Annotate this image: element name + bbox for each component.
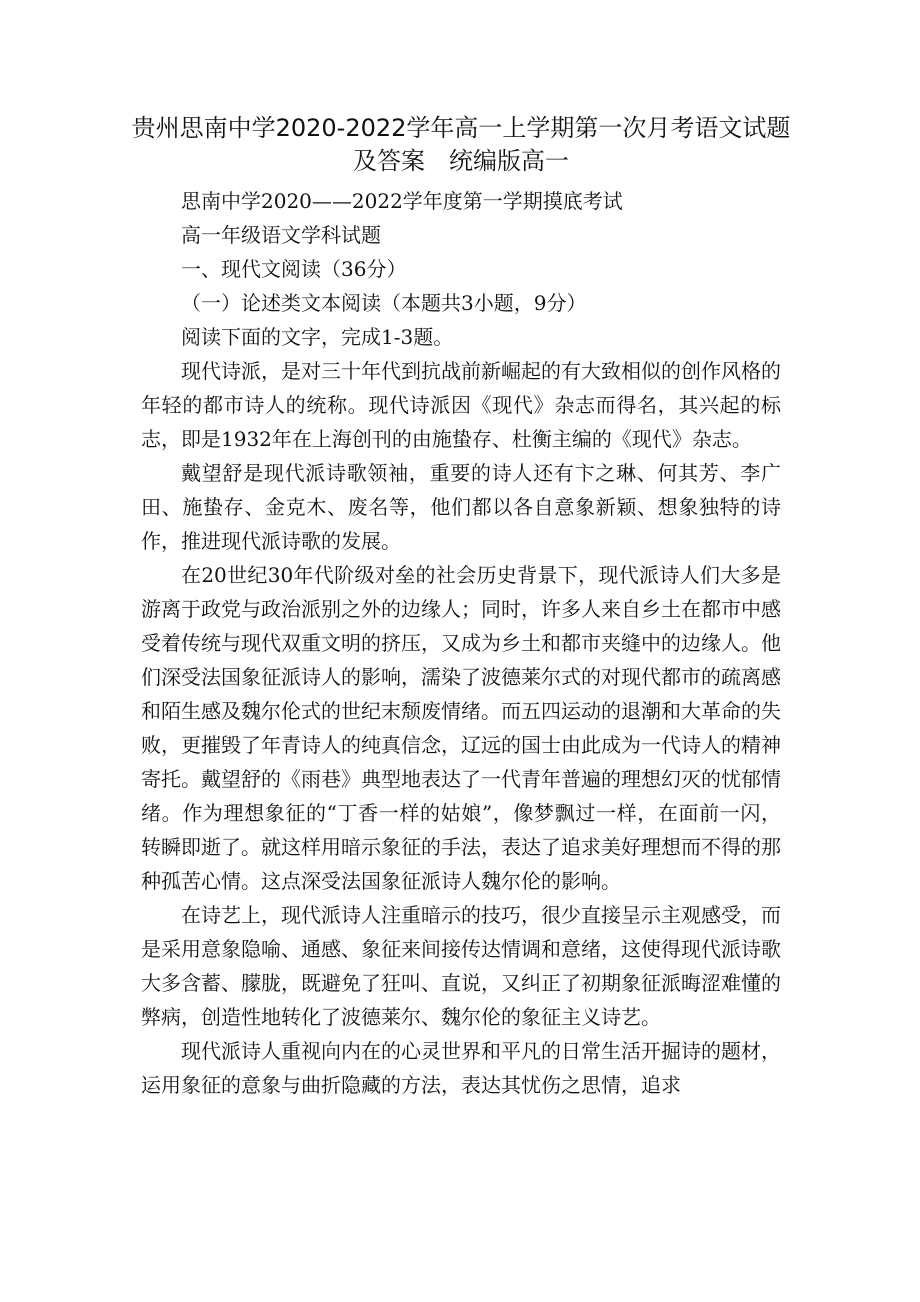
subsection-heading: （一）论述类文本阅读（本题共3小题，9分） bbox=[181, 291, 587, 315]
document-title bbox=[121, 112, 801, 178]
passage-paragraph-5: 现代派诗人重视向内在的心灵世界和平凡的日常生活开掘诗的题材，运用象征的意象与曲折隐藏的方法，表达其忧伤之思情，追求 bbox=[141, 1039, 781, 1097]
title-line-2: 及答案 统编版高一 bbox=[353, 147, 569, 175]
passage-paragraph-3: 在20世纪30年代阶级对垒的社会历史背景下，现代派诗人们大多是游离于政党与政治派别之外的边缘人；同时，许多人来自乡土在都市中感受着传统与现代双重文明的挤压，又成为乡土和都市夹缝中的边缘人。他们深受法国象征派诗人的影响，濡染了波德莱尔式的对现代都市的疏离感和陌生感及魏尔伦式的世纪末颓废情绪。而五四运动的退潮和大革命的失败，更摧毁了年青诗人的纯真信念，辽远的国士由此成为一代诗人的精神寄托。戴望舒的《雨巷》典型地表达了一代青年普遍的理想幻灭的忧郁情绪。作为理想象征的“丁香一样的姑娘”，像梦飘过一样，在面前一闪，转瞬即逝了。就这样用暗示象征的手法，表达了追求美好理想而不得的那种孤苦心情。这点深受法国象征派诗人魏尔伦的影响。 bbox=[141, 563, 781, 893]
exam-name: 思南中学2020——2022学年度第一学期摸底考试 bbox=[181, 189, 623, 213]
document-page bbox=[131, 112, 791, 1102]
exam-subject: 高一年级语文学科试题 bbox=[181, 223, 381, 247]
section-heading: 一、现代文阅读（36分） bbox=[181, 257, 407, 281]
passage-paragraph-1: 现代诗派，是对三十年代到抗战前新崛起的有大致相似的创作风格的年轻的都市诗人的统称。现代诗派因《现代》杂志而得名，其兴起的标志，即是1932年在上海创刊的由施蛰存、杜衡主编的《现代》杂志。 bbox=[141, 359, 781, 451]
title-line-1: 贵州思南中学2020-2022学年高一上学期第一次月考语文试题 bbox=[131, 114, 791, 142]
passage-paragraph-2: 戴望舒是现代派诗歌领袖，重要的诗人还有卞之琳、何其芳、李广田、施蛰存、金克木、废名等，他们都以各自意象新颖、想象独特的诗作，推进现代派诗歌的发展。 bbox=[141, 461, 781, 553]
passage-paragraph-4: 在诗艺上，现代派诗人注重暗示的技巧，很少直接呈示主观感受，而是采用意象隐喻、通感、象征来间接传达情调和意绪，这使得现代派诗歌大多含蓄、朦胧，既避免了狂叫、直说，又纠正了初期象征派晦涩难懂的弊病，创造性地转化了波德莱尔、魏尔伦的象征主义诗艺。 bbox=[141, 903, 781, 1029]
reading-instruction: 阅读下面的文字，完成1-3题。 bbox=[181, 325, 454, 349]
